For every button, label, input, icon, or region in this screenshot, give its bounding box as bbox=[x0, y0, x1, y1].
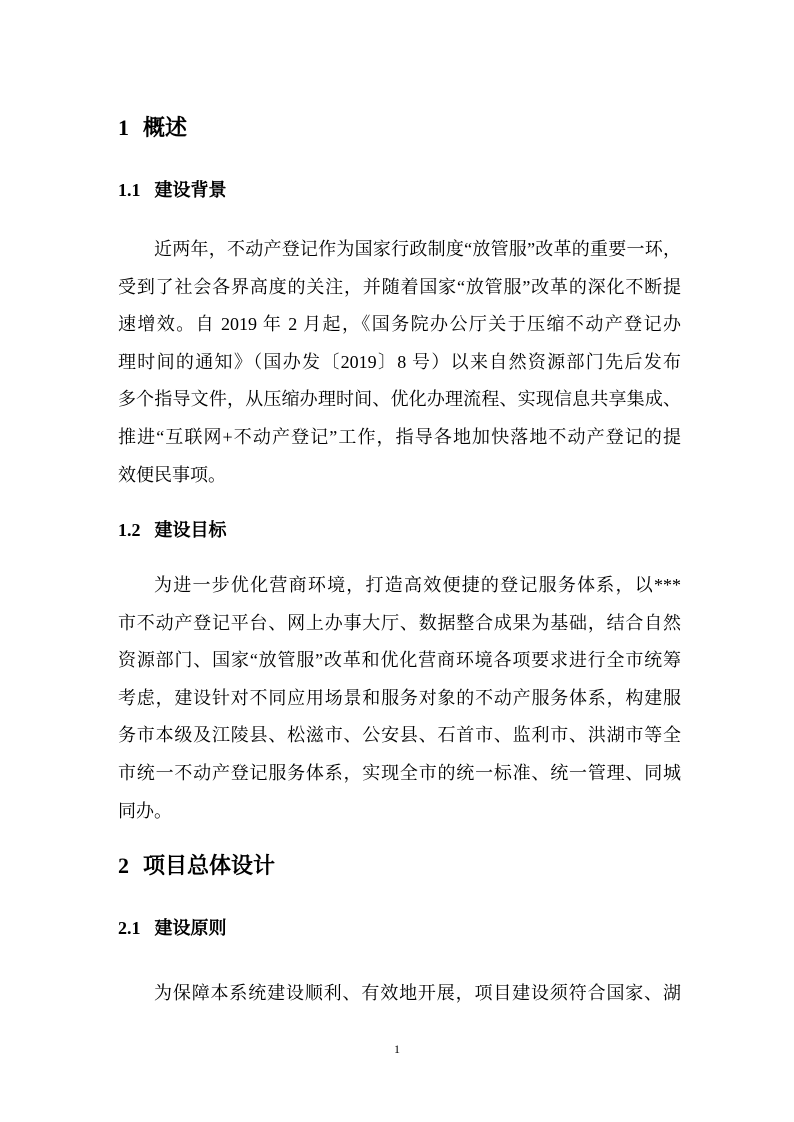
text-line: 资源部门、国家“放管服”改革和优化营商环境各项要求进行全市统筹 bbox=[118, 650, 681, 671]
heading-2 bbox=[118, 851, 681, 881]
section-number: 2.1 bbox=[118, 918, 141, 938]
heading-1 bbox=[118, 113, 681, 143]
section-number: 1.2 bbox=[118, 520, 141, 540]
page-number: 1 bbox=[394, 1042, 400, 1056]
text-line: 同办。 bbox=[118, 800, 172, 821]
text-line: 理时间的通知》（国办发〔2019〕8 号）以来自然资源部门先后发布 bbox=[118, 351, 681, 372]
text-line: 速增效。自 2019 年 2 月起，《国务院办公厅关于压缩不动产登记办 bbox=[118, 314, 681, 335]
text-line: 为进一步优化营商环境，打造高效便捷的登记服务体系，以*** bbox=[154, 575, 681, 595]
paragraph-goals bbox=[118, 567, 681, 830]
section-title: 建设原则 bbox=[154, 918, 227, 938]
text-line: 务市本级及江陵县、松滋市、公安县、石首市、监利市、洪湖市等全 bbox=[118, 725, 681, 746]
paragraph-principles bbox=[118, 975, 681, 1013]
text-line: 市不动产登记平台、网上办事大厅、数据整合成果为基础，结合自然 bbox=[118, 612, 681, 633]
heading-1-1 bbox=[118, 177, 681, 203]
section-title: 项目总体设计 bbox=[143, 853, 276, 878]
paragraph-background bbox=[118, 231, 681, 494]
section-title: 概述 bbox=[143, 115, 188, 140]
text-line: 考虑，建设针对不同应用场景和服务对象的不动产服务体系，构建服 bbox=[118, 687, 681, 708]
text-line: 效便民事项。 bbox=[118, 464, 226, 485]
section-title: 建设目标 bbox=[154, 520, 227, 540]
text-line: 为保障本系统建设顺利、有效地开展，项目建设须符合国家、湖 bbox=[154, 983, 681, 1003]
section-title: 建设背景 bbox=[154, 180, 227, 200]
section-number: 1.1 bbox=[118, 180, 141, 200]
text-line: 推进“互联网+不动产登记”工作，指导各地加快落地不动产登记的提 bbox=[118, 426, 681, 447]
heading-1-2 bbox=[118, 517, 681, 543]
section-number: 1 bbox=[118, 115, 129, 140]
section-number: 2 bbox=[118, 853, 129, 878]
text-line: 受到了社会各界高度的关注，并随着国家“放管服”改革的深化不断提 bbox=[118, 276, 681, 297]
text-line: 市统一不动产登记服务体系，实现全市的统一标准、统一管理、同城 bbox=[118, 762, 681, 783]
text-line: 多个指导文件，从压缩办理时间、优化办理流程、实现信息共享集成、 bbox=[118, 389, 681, 410]
heading-2-1 bbox=[118, 915, 681, 941]
text-line: 近两年，不动产登记作为国家行政制度“放管服”改革的重要一环， bbox=[154, 239, 681, 259]
